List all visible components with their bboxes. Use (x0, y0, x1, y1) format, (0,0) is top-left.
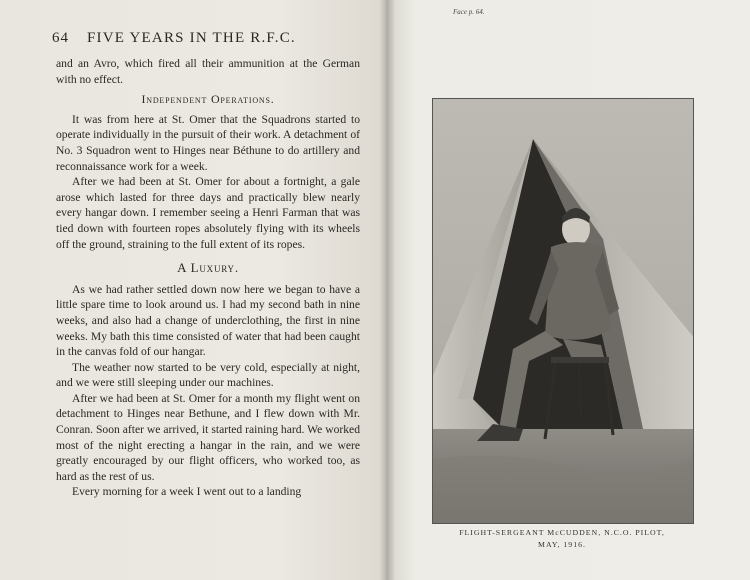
section-heading-a-luxury: A Luxury. (177, 260, 239, 276)
page-header (52, 30, 362, 47)
opening-paragraph: and an Avro, which fired all their ammunition at the German with no effect. (56, 57, 360, 86)
photo-plate (432, 98, 694, 524)
caption-line-2: MAY, 1916. (538, 540, 586, 549)
caption-line-1: FLIGHT-SERGEANT McCUDDEN, N.C.O. PILOT, (459, 528, 665, 537)
paragraph: After we had been at St. Omer for about a fortnight, a gale arose which lasted for three days and practically blew nearly every hangar down. I remember seeing a Henri Farman that was tied down with fourteen ropes absolutely flying with its wheels off the ground, straining to the full extent of its ropes. (56, 175, 360, 251)
photo-caption (430, 527, 694, 551)
page-number: 64 (52, 30, 69, 46)
photo-illustration (433, 99, 693, 523)
face-page-label: Face p. 64. (453, 8, 485, 16)
paragraph: As we had rather settled down now here we began to have a little spare time to look around us. I had my second bath in nine weeks, and also had a change of underclothing, the first in nine weeks. My bath this time consisted of water that had been caught in the canvas fold of our hangar. (56, 282, 360, 359)
paragraph: Every morning for a week I went out to a landing (72, 485, 302, 499)
paragraph: It was from here at St. Omer that the Squadrons started to operate individually in the pursuit of their work. A detachment of No. 3 Squadron went to Hinges near Béthune to do artillery and reconnaissance work for a week. (56, 112, 360, 173)
book-gutter (380, 0, 394, 580)
body-text (56, 56, 360, 500)
paragraph: After we had been at St. Omer for a month my flight went on detachment to Hinges near Bethune, and I flew down with Mr. Conran. Soon after we arrived, it started raining hard. We worked most of the night erecting a hangar in the rain, and we were greatly encouraged by our flight officers, who worked too, as hard as the rest of us. (56, 391, 360, 483)
running-title: FIVE YEARS IN THE R.F.C. (87, 30, 296, 46)
paragraph: The weather now started to be very cold, especially at night, and we were still sleeping under our machines. (56, 360, 360, 390)
section-heading-independent-operations: Independent Operations. (141, 92, 275, 107)
